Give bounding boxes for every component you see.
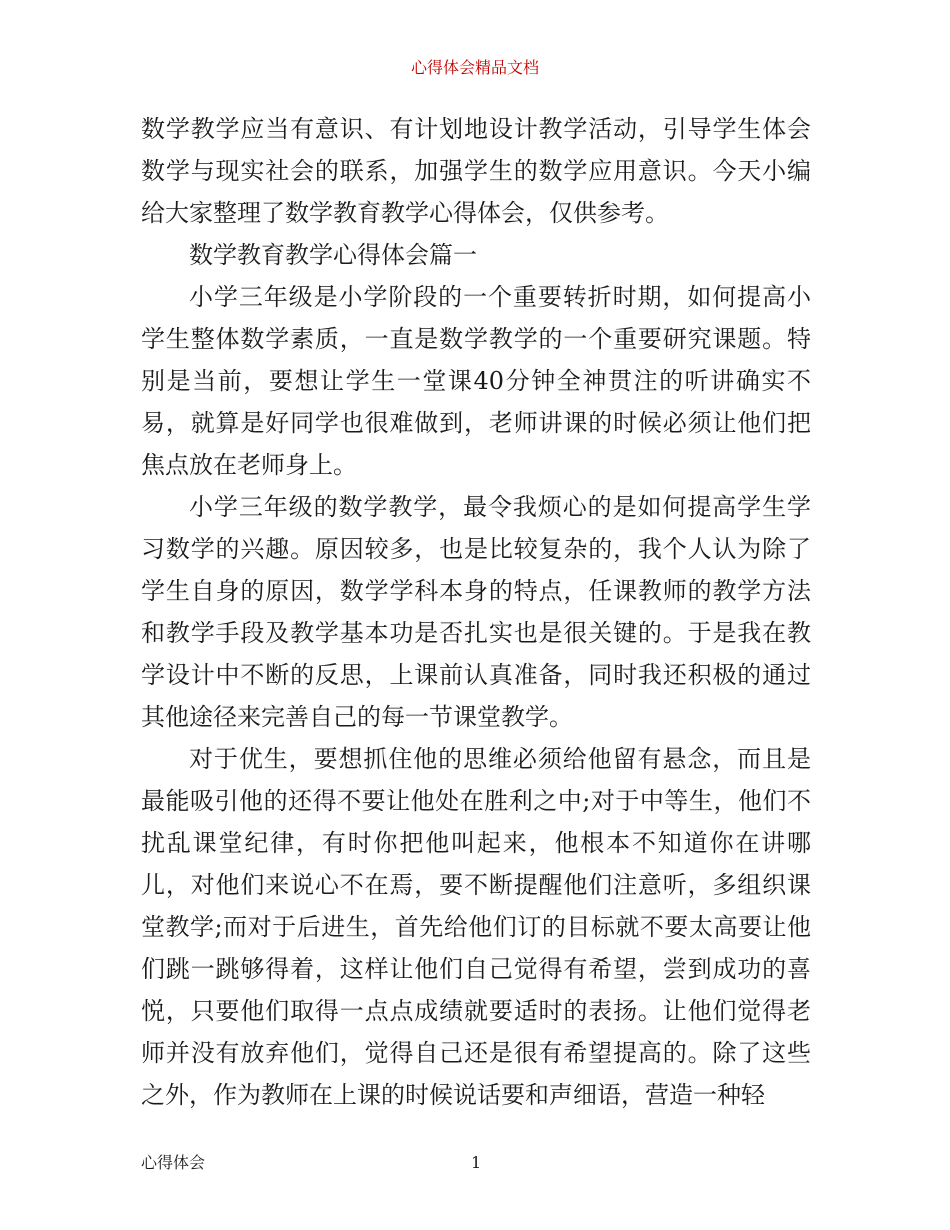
intro-paragraph: 数学教学应当有意识、有计划地设计教学活动，引导学生体会数学与现实社会的联系，加强学生的数学应用意识。今天小编给大家整理了数学教育教学心得体会，仅供参考。	[141, 115, 811, 227]
body-paragraph: 小学三年级是小学阶段的一个重要转折时期，如何提高小学生整体数学素质，一直是数学教学的一个重要研究课题。特别是当前，要想让学生一堂课40分钟全神贯注的听讲确实不易，就算是好同学也很难做到，老师讲课的时候必须让他们把焦点放在老师身上。	[141, 283, 811, 479]
page-number: 1	[471, 1153, 482, 1172]
section-heading: 数学教育教学心得体会篇一	[189, 241, 477, 269]
page-header: 心得体会精品文档	[410, 58, 539, 77]
document-body	[141, 108, 811, 1116]
page-footer	[141, 1152, 811, 1174]
body-paragraph: 小学三年级的数学教学，最令我烦心的是如何提高学生学习数学的兴趣。原因较多，也是比较复杂的，我个人认为除了学生自身的原因，数学学科本身的特点，任课教师的教学方法和教学手段及教学基本功是否扎实也是很关键的。于是我在教学设计中不断的反思，上课前认真准备，同时我还积极的通过其他途径来完善自己的每一节课堂教学。	[141, 493, 811, 731]
footer-label: 心得体会	[141, 1153, 206, 1172]
body-paragraph: 对于优生，要想抓住他的思维必须给他留有悬念，而且是最能吸引他的还得不要让他处在胜利之中;对于中等生，他们不扰乱课堂纪律，有时你把他叫起来，他根本不知道你在讲哪儿，对他们来说心不在焉，要不断提醒他们注意听，多组织课堂教学;而对于后进生，首先给他们订的目标就不要太高要让他们跳一跳够得着，这样让他们自己觉得有希望，尝到成功的喜悦，只要他们取得一点点成绩就要适时的表扬。让他们觉得老师并没有放弃他们，觉得自己还是很有希望提高的。除了这些之外，作为教师在上课的时候说话要和声细语，营造一种轻	[141, 745, 811, 1109]
